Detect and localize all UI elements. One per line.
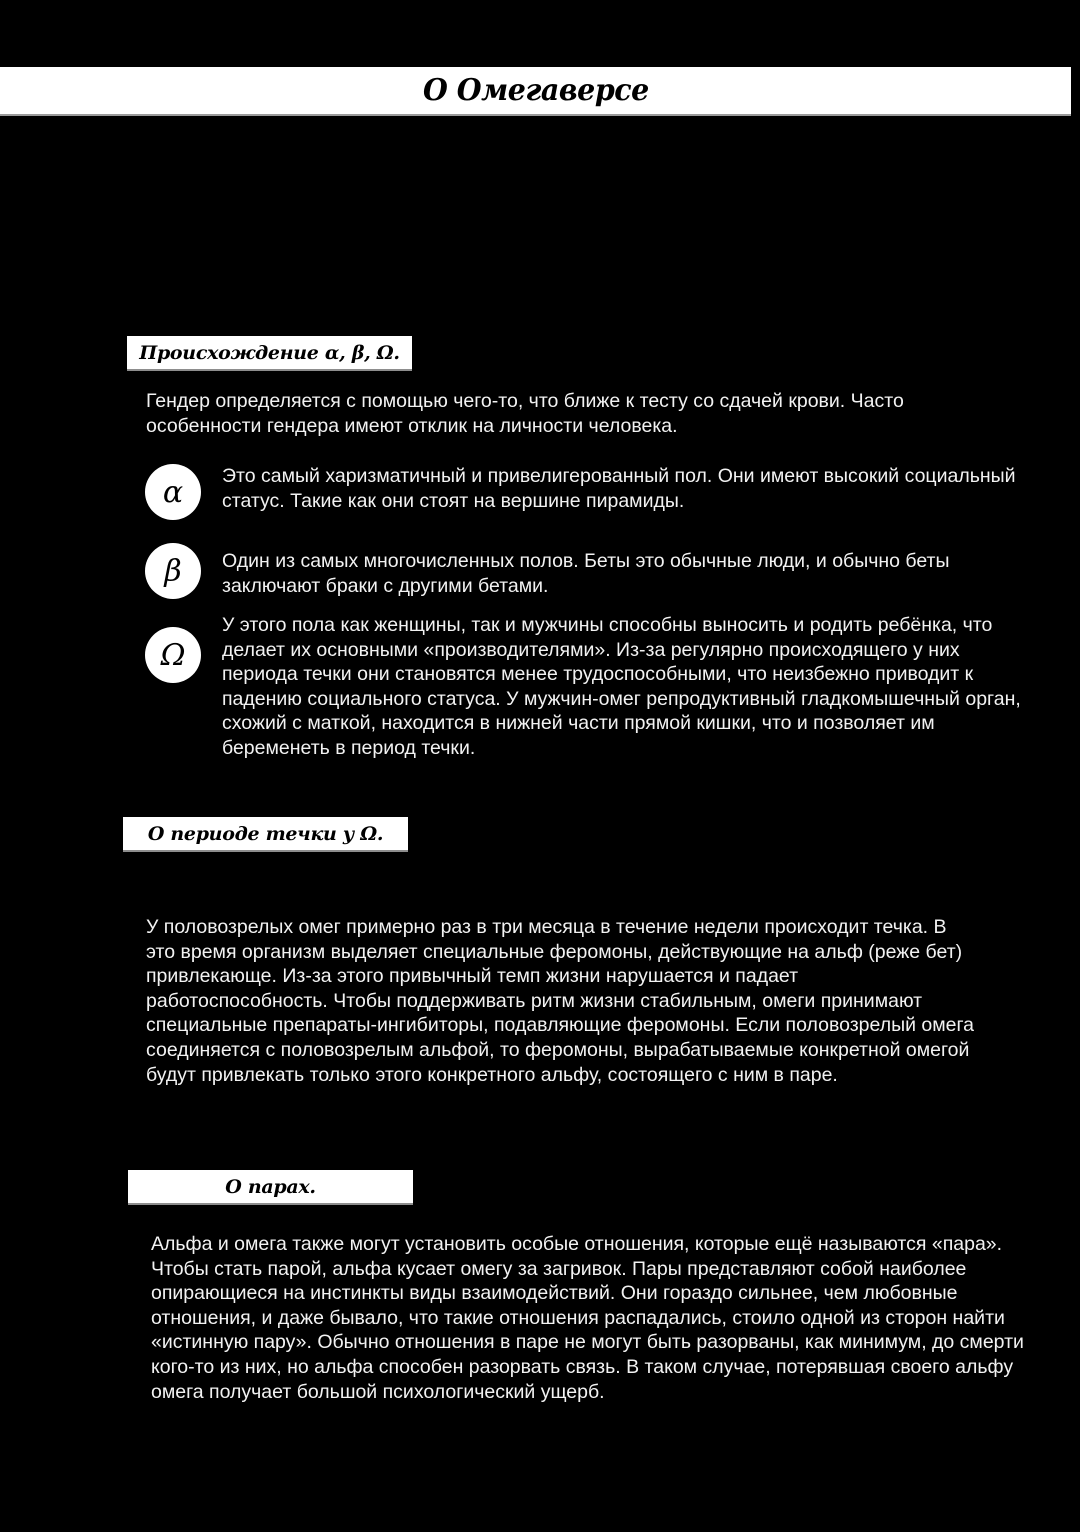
section-label-heat-text: О периоде течки у Ω. — [147, 822, 384, 845]
section-label-pairs — [128, 1170, 413, 1205]
section-label-origin-text: Происхождение α, β, Ω. — [139, 341, 400, 364]
gender-description-beta: Один из самых многочисленных полов. Беты это обычные люди, и обычно беты заключают браки с другими бетами. — [222, 550, 950, 597]
pairs-paragraph: Альфа и омега также могут установить особые отношения, которые ещё называются «пара». Чтобы стать парой, альфа кусает омегу за загривок. Пары представляют собой наиболее опирающиеся на инстинкты виды взаимодействий. Они гораздо сильнее, чем любовные отношения, и даже бывало, что такие отношения распадались, стоило одной из сторон найти «истинную пару». Обычно отношения в паре не могут быть разорваны, как минимум, до смерти кого-то из них, но альфа способен разорвать связь. В таком случае, потерявшая своего альфу омега получает большой психологический ущерб. — [151, 1233, 1024, 1403]
section-label-pairs-text: О парах. — [225, 1175, 316, 1198]
gender-description-omega: У этого пола как женщины, так и мужчины способны выносить и родить ребёнка, что делает их основными «производителями». Из-за регулярно происходящего у них периода течки они становятся менее трудоспособными, что неизбежно приводит к падению социального статуса. У мужчин-омег репродуктивный гладкомышечный орган, схожий с маткой, находится в нижней части прямой кишки, что и позволяет им беременеть в период течки. — [222, 614, 1021, 759]
origin-intro-paragraph: Гендер определяется с помощью чего-то, что ближе к тесту со сдачей крови. Часто особенности гендера имеют отклик на личности человека. — [146, 390, 904, 437]
beta-icon: β — [145, 543, 201, 599]
alpha-icon: α — [145, 464, 201, 520]
title-banner — [0, 67, 1071, 116]
section-label-origin — [127, 336, 412, 371]
page-title: О Омегаверсе — [422, 73, 649, 108]
section-label-heat — [123, 817, 408, 852]
omega-icon: Ω — [145, 627, 201, 683]
gender-description-alpha: Это самый харизматичный и привелигерованный пол. Они имеют высокий социальный статус. Такие как они стоят на вершине пирамиды. — [222, 465, 1016, 512]
heat-paragraph: У половозрелых омег примерно раз в три месяца в течение недели происходит течка. В это время организм выделяет специальные феромоны, действующие на альф (реже бет) привлекающе. Из-за этого привычный темп жизни нарушается и падает работоспособность. Чтобы поддерживать ритм жизни стабильным, омеги принимают специальные препараты-ингибиторы, подавляющие феромоны. Если половозрелый омега соединяется с половозрелым альфой, то феромоны, вырабатываемые конкретной омегой будут привлекать только этого конкретного альфу, состоящего с ним в паре. — [146, 916, 975, 1086]
